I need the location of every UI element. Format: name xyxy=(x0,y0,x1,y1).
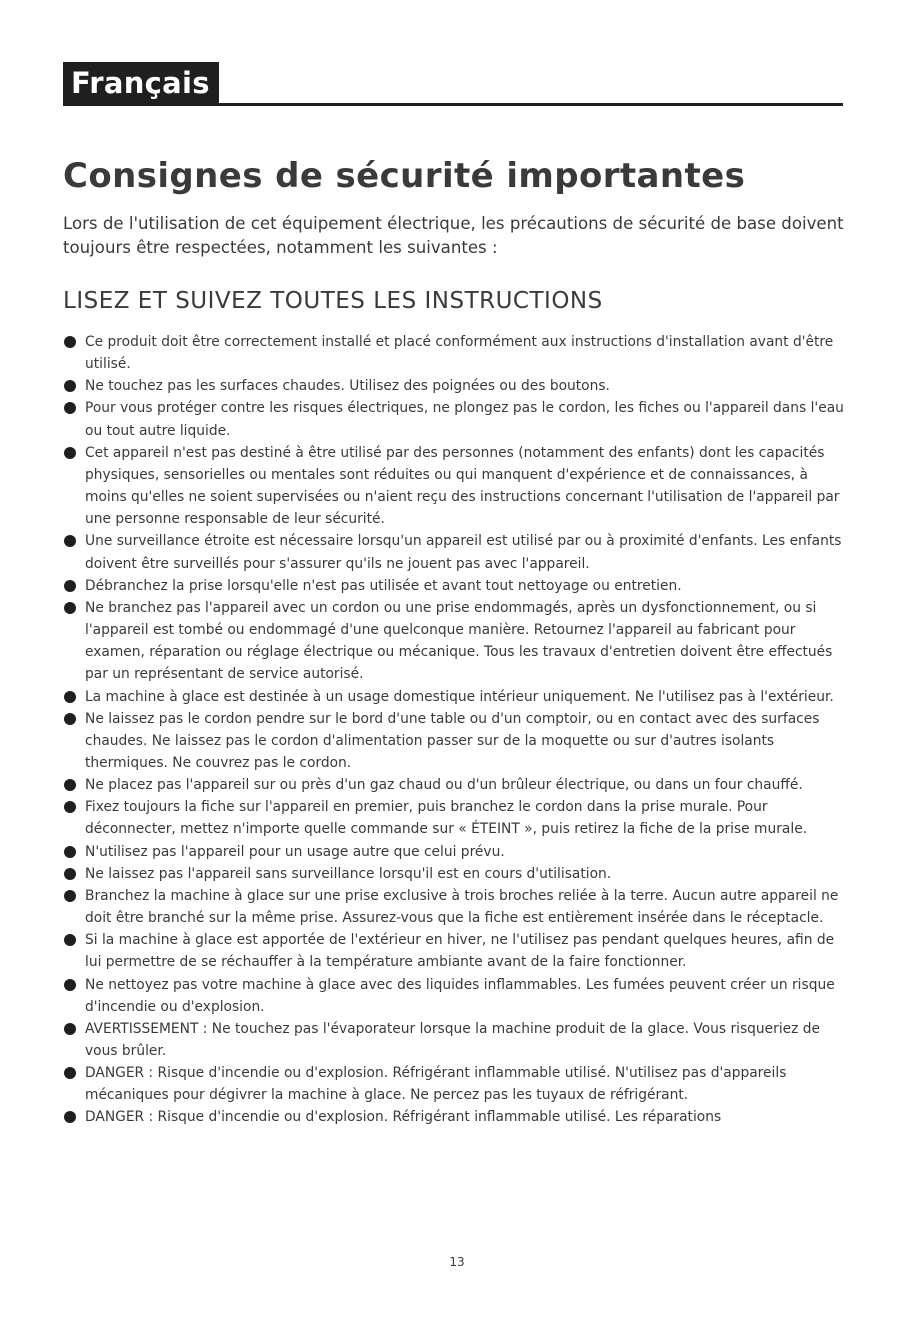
list-item-text: Pour vous protéger contre les risques électriques, ne plongez pas le cordon, les fiches ou l'appareil dans l'eau ou tout autre liquide. xyxy=(85,400,844,439)
list-item xyxy=(63,331,853,375)
list-item xyxy=(63,774,853,796)
list-item xyxy=(63,375,853,397)
list-item-text: Ne laissez pas le cordon pendre sur le bord d'une table ou d'un comptoir, ou en contact avec des surfaces chaudes. Ne laissez pas le cordon d'alimentation passer sur de la moquette ou sur d'autres isolants thermiques. Ne couvrez pas le cordon. xyxy=(85,710,820,771)
bullet-icon xyxy=(64,402,76,414)
list-item-text: N'utilisez pas l'appareil pour un usage autre que celui prévu. xyxy=(85,843,505,860)
list-item-text: AVERTISSEMENT : Ne touchez pas l'évaporateur lorsque la machine produit de la glace. Vous risqueriez de vous brûler. xyxy=(85,1020,821,1059)
bullet-icon xyxy=(64,580,76,592)
page-number: 13 xyxy=(449,1255,465,1269)
bullet-icon xyxy=(64,1023,76,1035)
list-item xyxy=(63,796,853,840)
bullet-icon xyxy=(64,934,76,946)
list-item-text: Ce produit doit être correctement installé et placé conformément aux instructions d'installation avant d'être utilisé. xyxy=(85,334,834,373)
list-item xyxy=(63,929,853,973)
list-item xyxy=(63,974,853,1018)
list-item-text: DANGER : Risque d'incendie ou d'explosion. Réfrigérant inflammable utilisé. Les réparations xyxy=(85,1109,722,1126)
list-item xyxy=(63,1018,853,1062)
bullet-icon xyxy=(64,602,76,614)
list-item-text: Ne laissez pas l'appareil sans surveillance lorsqu'il est en cours d'utilisation. xyxy=(85,865,612,882)
page-title: Consignes de sécurité importantes xyxy=(63,156,746,196)
list-item xyxy=(63,1106,853,1128)
list-item-text: Cet appareil n'est pas destiné à être utilisé par des personnes (notamment des enfants) dont les capacités physiques, sensorielles ou mentales sont réduites ou qui manquent d'expérience et de connaissances, à moins qu'elles ne soient supervisées ou n'aient reçu des instructions concernant l'utilisation de l'appareil par une personne responsable de leur sécurité. xyxy=(85,444,840,528)
list-item xyxy=(63,442,853,531)
list-item-text: Une surveillance étroite est nécessaire lorsqu'un appareil est utilisé par ou à proximité d'enfants. Les enfants doivent être surveillés pour s'assurer qu'ils ne jouent pas avec l'appareil. xyxy=(85,533,842,572)
list-item xyxy=(63,530,853,574)
list-item xyxy=(63,708,853,774)
list-item-text: Ne placez pas l'appareil sur ou près d'un gaz chaud ou d'un brûleur électrique, ou dans un four chauffé. xyxy=(85,777,803,794)
bullet-icon xyxy=(64,890,76,902)
language-header xyxy=(63,62,843,106)
list-item xyxy=(63,686,853,708)
intro-paragraph: Lors de l'utilisation de cet équipement électrique, les précautions de sécurité de base doivent toujours être respectées, notamment les suivantes : xyxy=(63,214,844,257)
bullet-icon xyxy=(64,380,76,392)
bullet-icon xyxy=(64,779,76,791)
header-rule xyxy=(63,103,843,106)
bullet-icon xyxy=(64,801,76,813)
section-heading: LISEZ ET SUIVEZ TOUTES LES INSTRUCTIONS xyxy=(63,288,603,314)
bullet-icon xyxy=(64,1111,76,1123)
bullet-icon xyxy=(64,1067,76,1079)
bullet-icon xyxy=(64,691,76,703)
list-item xyxy=(63,575,853,597)
language-tab: Français xyxy=(63,62,219,104)
list-item xyxy=(63,863,853,885)
bullet-icon xyxy=(64,846,76,858)
list-item-text: La machine à glace est destinée à un usage domestique intérieur uniquement. Ne l'utilisez pas à l'extérieur. xyxy=(85,688,834,705)
bullet-icon xyxy=(64,979,76,991)
bullet-icon xyxy=(64,713,76,725)
list-item xyxy=(63,597,853,686)
bullet-icon xyxy=(64,535,76,547)
list-item-text: Débranchez la prise lorsqu'elle n'est pas utilisée et avant tout nettoyage ou entretien. xyxy=(85,577,682,594)
list-item-text: DANGER : Risque d'incendie ou d'explosion. Réfrigérant inflammable utilisé. N'utilisez pas d'appareils mécaniques pour dégivrer la machine à glace. Ne percez pas les tuyaux de réfrigérant. xyxy=(85,1065,787,1104)
list-item-text: Fixez toujours la fiche sur l'appareil en premier, puis branchez le cordon dans la prise murale. Pour déconnecter, mettez n'importe quelle commande sur « ÉTEINT », puis retirez la fiche de la prise murale. xyxy=(85,799,808,838)
bullet-icon xyxy=(64,336,76,348)
list-item xyxy=(63,841,853,863)
list-item-text: Si la machine à glace est apportée de l'extérieur en hiver, ne l'utilisez pas pendant quelques heures, afin de lui permettre de se réchauffer à la température ambiante avant de la faire fonctionner. xyxy=(85,932,835,971)
list-item-text: Ne branchez pas l'appareil avec un cordon ou une prise endommagés, après un dysfonctionnement, ou si l'appareil est tombé ou endommagé d'une quelconque manière. Retournez l'appareil au fabricant pour examen, réparation ou réglage électrique ou mécanique. Tous les travaux d'entretien doivent être effectués par un représentant de service autorisé. xyxy=(85,599,833,683)
safety-instructions-list xyxy=(63,331,853,1129)
list-item-text: Branchez la machine à glace sur une prise exclusive à trois broches reliée à la terre. Aucun autre appareil ne doit être branché sur la même prise. Assurez-vous que la fiche est entièrement insérée dans le réceptacle. xyxy=(85,887,839,927)
bullet-icon xyxy=(64,868,76,880)
list-item xyxy=(63,397,853,441)
list-item-text: Ne touchez pas les surfaces chaudes. Utilisez des poignées ou des boutons. xyxy=(85,378,610,395)
bullet-icon xyxy=(64,447,76,459)
list-item xyxy=(63,1062,853,1106)
list-item xyxy=(63,885,853,929)
list-item-text: Ne nettoyez pas votre machine à glace avec des liquides inflammables. Les fumées peuvent créer un risque d'incendie ou d'explosion. xyxy=(85,976,835,1015)
